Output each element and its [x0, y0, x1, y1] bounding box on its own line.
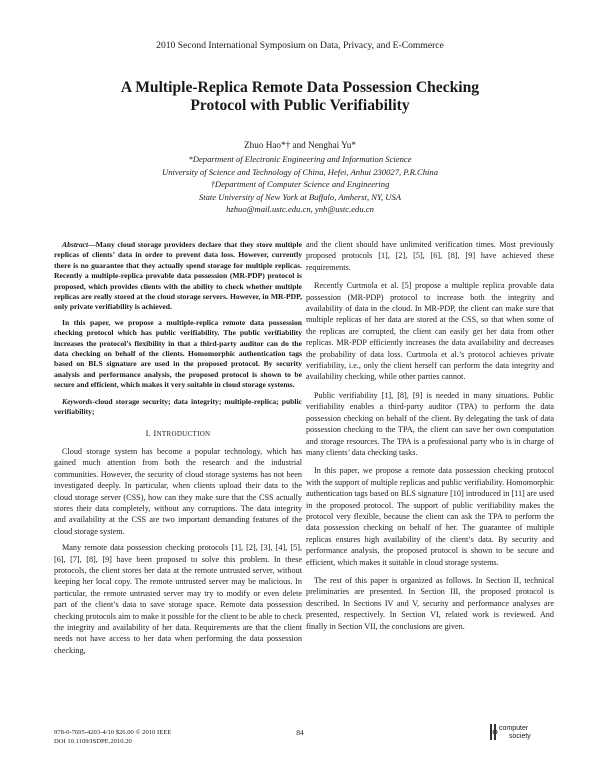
intro-paragraph-2: Many remote data possession checking protocols [1], [2], [3], [4], [5], [6], [7], [8], [9] have been proposed to solve this problem. In these protocols, the client stores her data at the remote untrusted server, without keeping her local copy. The remote untrusted server may be malicious. In particular, the remote untrusted server may try to modify or even delete part of the client’s data to save storage space. Remote data possession checking protocols aim to make it possible for the client to be able to check the integrity and availability of her data. Requirements are that the client needs not have access to her data when performing the data possession checking,	[54, 543, 302, 655]
footer-doi: DOI 10.1109/ISDPE.2010.20	[54, 738, 132, 745]
title-line-2: Protocol with Public Verifiability	[190, 97, 410, 114]
abstract-paragraph-2: In this paper, we propose a multiple-replica remote data possession checking protocol which has public verifiability. The public verifiability increases the protocol’s flexibility in that a third-party auditor can do the data checking on behalf of the clients. Homomorphic authentication tags based on BLS signature are used in the proposed protocol. By security analysis and performance analysis, the proposed protocol is shown to be secure and efficient, which makes it very suitable in cloud storage systems.	[54, 317, 302, 390]
right-paragraph-5: The rest of this paper is organized as follows. In Section II, technical preliminaries are presented. In Section III, the proposed protocol is described. In Sections IV and V, security and performance analyses are presented, respectively. In Section VI, related work is reviewed. And finally in Section VII, the conclusions are given.	[306, 575, 554, 631]
logo-line-2: society	[509, 733, 531, 740]
right-paragraph-1: and the client should have unlimited verification times. Most previously proposed protocols [1], [2], [5], [6], [8], [9] have achieved these requirements.	[306, 240, 554, 272]
conference-header: 2010 Second International Symposium on Data, Privacy, and E-Commerce	[156, 40, 444, 51]
abstract-text: —Many cloud storage providers declare that they store multiple replicas of clients’ data in order to prevent data loss. However, currently there is no guarantee that they actually spend storage for multiple replicas. Recently a multiple-replica provable data possession (MR-PDP) protocol is proposed, which provides clients with the ability to check whether multiple replicas are really stored at the cloud storage servers. However, in MR-PDP, only private verifiability is achieved.	[54, 240, 302, 312]
abstract	[54, 240, 302, 313]
logo-line-1: computer	[499, 725, 529, 732]
affiliation-line: †Department of Computer Science and Engineering	[210, 179, 390, 190]
keywords-text: -cloud storage security; data integrity; multiple-replica; public verifiability;	[54, 396, 302, 417]
affiliation-line: State University of New York at Buffalo, Amherst, NY, USA	[198, 191, 402, 202]
keywords-label: Keywords	[62, 396, 93, 406]
computer-society-logo	[489, 720, 549, 746]
title-line-1: A Multiple-Replica Remote Data Possession Checking	[120, 79, 480, 96]
paper-title	[90, 79, 510, 115]
left-column	[54, 240, 302, 661]
intro-paragraph-1: Cloud storage system has become a popular technology, which has gained much attention from both the research and the industrial communities. However, the security of cloud storage systems has not been investigated deeply. In particular, when clients upload their data to the cloud storage server (CSS), how can they make sure that the CSS actually stores their data completely, without any corruptions. The data integrity and availability at the CSS are two important demanding features of the cloud storage system.	[54, 446, 302, 536]
page-number: 84	[296, 728, 304, 737]
right-paragraph-2: Recently Curtmola et al. [5] propose a multiple replica provable data possession (MR-PDP) protocol to increase both the integrity and availability of data in the cloud. In MR-PDP, the client can make sure that multiple replicas of her data are stored at the CSS, so that when some of the replicas are corrupted, the client can easily get her data from other replicas. MR-PDP efficiently increases the data availability and decreases the probability of data loss. Curtmola et al.’s protocol achieves private verifiability, i.e., only the client herself can perform the data integrity and availability checking, while other parties cannot.	[306, 281, 554, 382]
author-emails: hzhuo@mail.ustc.edu.cn, ynh@ustc.edu.cn	[226, 204, 374, 215]
section-initial: I	[153, 428, 157, 438]
footer-isbn: 978-0-7695-4203-4/10 $26.00 © 2010 IEEE	[54, 729, 172, 736]
right-paragraph-3: Public verifiability [1], [8], [9] is needed in many situations. Public verifiability enables a third-party auditor (TPA) to perform the data possession checking on behalf of the client. By delegating the task of data possession checking to the TPA, the client can save her own computation and storage resources. The TPA is a professional party who is in charge of many clients’ data checking tasks.	[306, 390, 554, 457]
keywords	[54, 397, 302, 418]
affiliation-line: *Department of Electronic Engineering and Information Science	[188, 154, 412, 164]
section-number: I.	[145, 428, 152, 438]
right-column	[306, 239, 554, 639]
affiliations	[60, 153, 540, 216]
abstract-label: Abstract	[62, 240, 89, 249]
section-title-rest: NTRODUCTION	[156, 429, 211, 438]
authors: Zhuo Hao*† and Nenghai Yu*	[244, 140, 356, 150]
section-heading-introduction	[54, 428, 302, 440]
affiliation-line: University of Science and Technology of China, Hefei, Anhui 230027, P.R.China	[161, 166, 438, 177]
right-paragraph-4: In this paper, we propose a remote data possession checking protocol with the support of multiple replicas and public verifiability. Homomorphic authentication tags based on BLS signature [10] introduced in [11] are used in the proposed protocol. The support of public verifiability makes the protocol very flexible, because the client can ask the TPA to perform the data possession checking on behalf of her. The guarantee of multiple replicas ensures high availability of the client’s data. By security and performance analysis, the proposed protocol is shown to be secure and efficient, which makes it suitable in cloud storage systems.	[306, 466, 554, 567]
